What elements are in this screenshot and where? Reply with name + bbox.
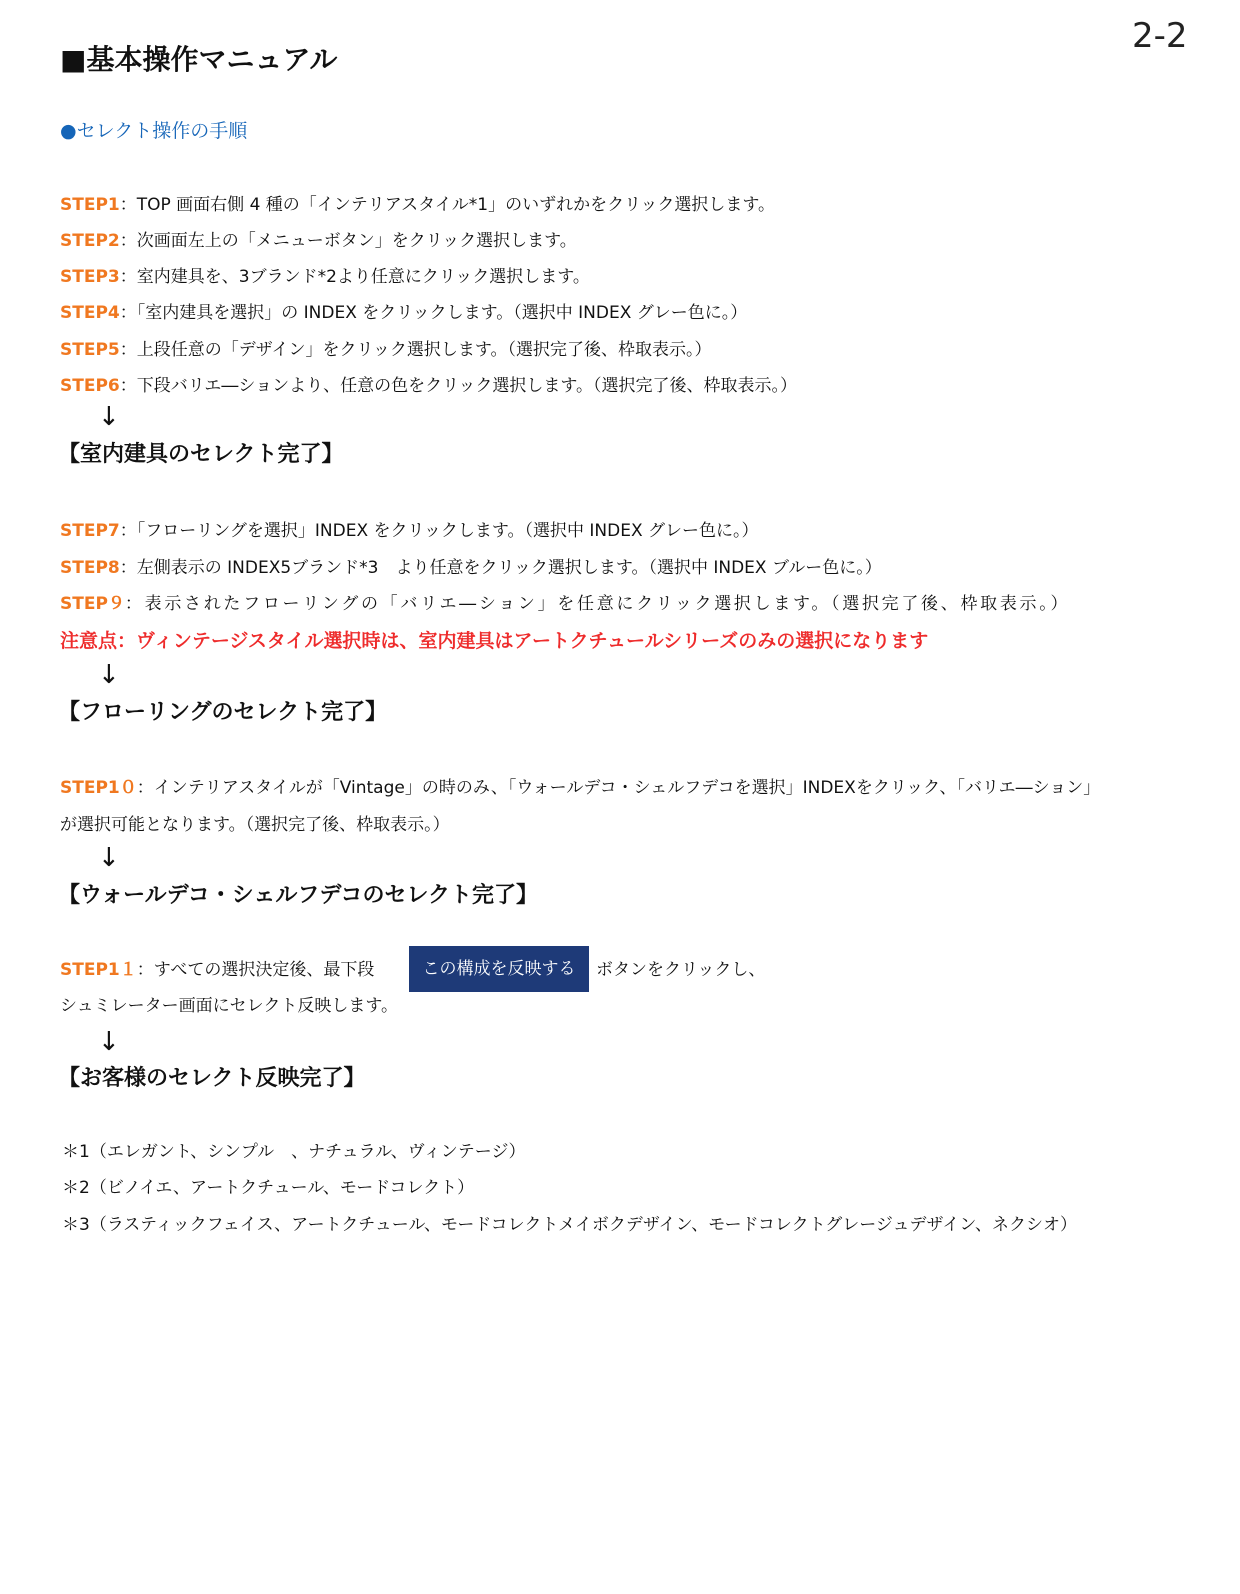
page-title: ■基本操作マニュアル (60, 43, 338, 76)
step-11-text-after: ボタンをクリックし、 (596, 960, 766, 980)
apply-configuration-button[interactable]: この構成を反映する (409, 946, 589, 992)
step-10-text: ：インテリアスタイルが「Vintage」の時のみ、「ウォールデコ・シェルフデコを選択」INDEXをクリック、「バリエ―ション」 (136, 778, 1101, 798)
page-number: 2-2 (1132, 16, 1188, 56)
step-10 (60, 774, 1100, 802)
flow-arrow: ↓ (98, 843, 120, 873)
step-10-label: STEP1０ (60, 778, 137, 798)
step-6 (60, 372, 797, 400)
step-10-continuation: が選択可能となります。（選択完了後、枠取表示。） (60, 815, 450, 835)
warning-note: 注意点：ヴィンテージスタイル選択時は、室内建具はアートクチュールシリーズのみの選択になります (60, 630, 929, 652)
step-7-label: STEP7 (60, 521, 120, 541)
step-7 (60, 517, 759, 545)
step-6-text: ：下段バリエ―ションより、任意の色をクリック選択します。（選択完了後、枠取表示。） (119, 376, 798, 396)
step-1-text: ：TOP 画面右側 4 種の「インテリアスタイル*1」のいずれかをクリック選択します。 (119, 195, 776, 215)
step-11-continuation: シュミレーター画面にセレクト反映します。 (60, 996, 398, 1016)
step-2-label: STEP2 (60, 231, 120, 251)
flow-arrow: ↓ (98, 402, 120, 432)
step-11-label: STEP1１ (60, 960, 137, 980)
completion-interior-fittings: 【室内建具のセレクト完了】 (58, 442, 344, 467)
step-4-label: STEP4 (60, 303, 120, 323)
step-11-text: ：すべての選択決定後、最下段 (136, 960, 375, 980)
step-3-label: STEP3 (60, 267, 120, 287)
step-1-label: STEP1 (60, 195, 120, 215)
flow-arrow: ↓ (98, 1027, 120, 1057)
step-9-text: ：表示されたフローリングの「バリエ―ション」を任意にクリック選択します。（選択完了後、枠取表示。） (124, 594, 1071, 614)
step-1 (60, 191, 775, 219)
step-2-text: ：次画面左上の「メニューボタン」をクリック選択します。 (119, 231, 577, 251)
step-5-text: ：上段任意の「デザイン」をクリック選択します。（選択完了後、枠取表示。） (119, 340, 712, 360)
step-11 (60, 956, 374, 984)
step-8 (60, 554, 882, 582)
footnote-3: ＊3（ラスティックフェイス、アートクチュール、モードコレクトメイボクデザイン、モードコレクトグレージュデザイン、ネクシオ） (62, 1215, 1078, 1235)
step-4 (60, 299, 747, 327)
footnote-1: ＊1（エレガント、シンプル 、ナチュラル、ヴィンテージ） (62, 1142, 526, 1162)
step-8-label: STEP8 (60, 558, 120, 578)
flow-arrow: ↓ (98, 660, 120, 690)
completion-flooring: 【フローリングのセレクト完了】 (58, 700, 388, 725)
step-6-label: STEP6 (60, 376, 120, 396)
step-2 (60, 227, 577, 255)
step-8-text: ：左側表示の INDEX5ブランド*3 より任意をクリック選択します。（選択中 INDEX ブルー色に。） (119, 558, 882, 578)
step-7-text: ：「フローリングを選択」INDEX をクリックします。（選択中 INDEX グレー色に。） (119, 521, 759, 541)
step-5-label: STEP5 (60, 340, 120, 360)
step-3-text: ：室内建具を、3ブランド*2より任意にクリック選択します。 (119, 267, 590, 287)
completion-customer-reflect: 【お客様のセレクト反映完了】 (58, 1066, 366, 1091)
completion-wall-shelf-deco: 【ウォールデコ・シェルフデコのセレクト完了】 (58, 883, 539, 908)
step-4-text: ：「室内建具を選択」の INDEX をクリックします。（選択中 INDEX グレー色に。） (119, 303, 748, 323)
section-subtitle: ●セレクト操作の手順 (60, 120, 248, 142)
step-3 (60, 263, 590, 291)
footnote-2: ＊2（ビノイエ、アートクチュール、モードコレクト） (62, 1178, 475, 1198)
step-9-label: STEP９ (60, 594, 125, 614)
step-9 (60, 590, 1070, 618)
step-5 (60, 336, 712, 364)
